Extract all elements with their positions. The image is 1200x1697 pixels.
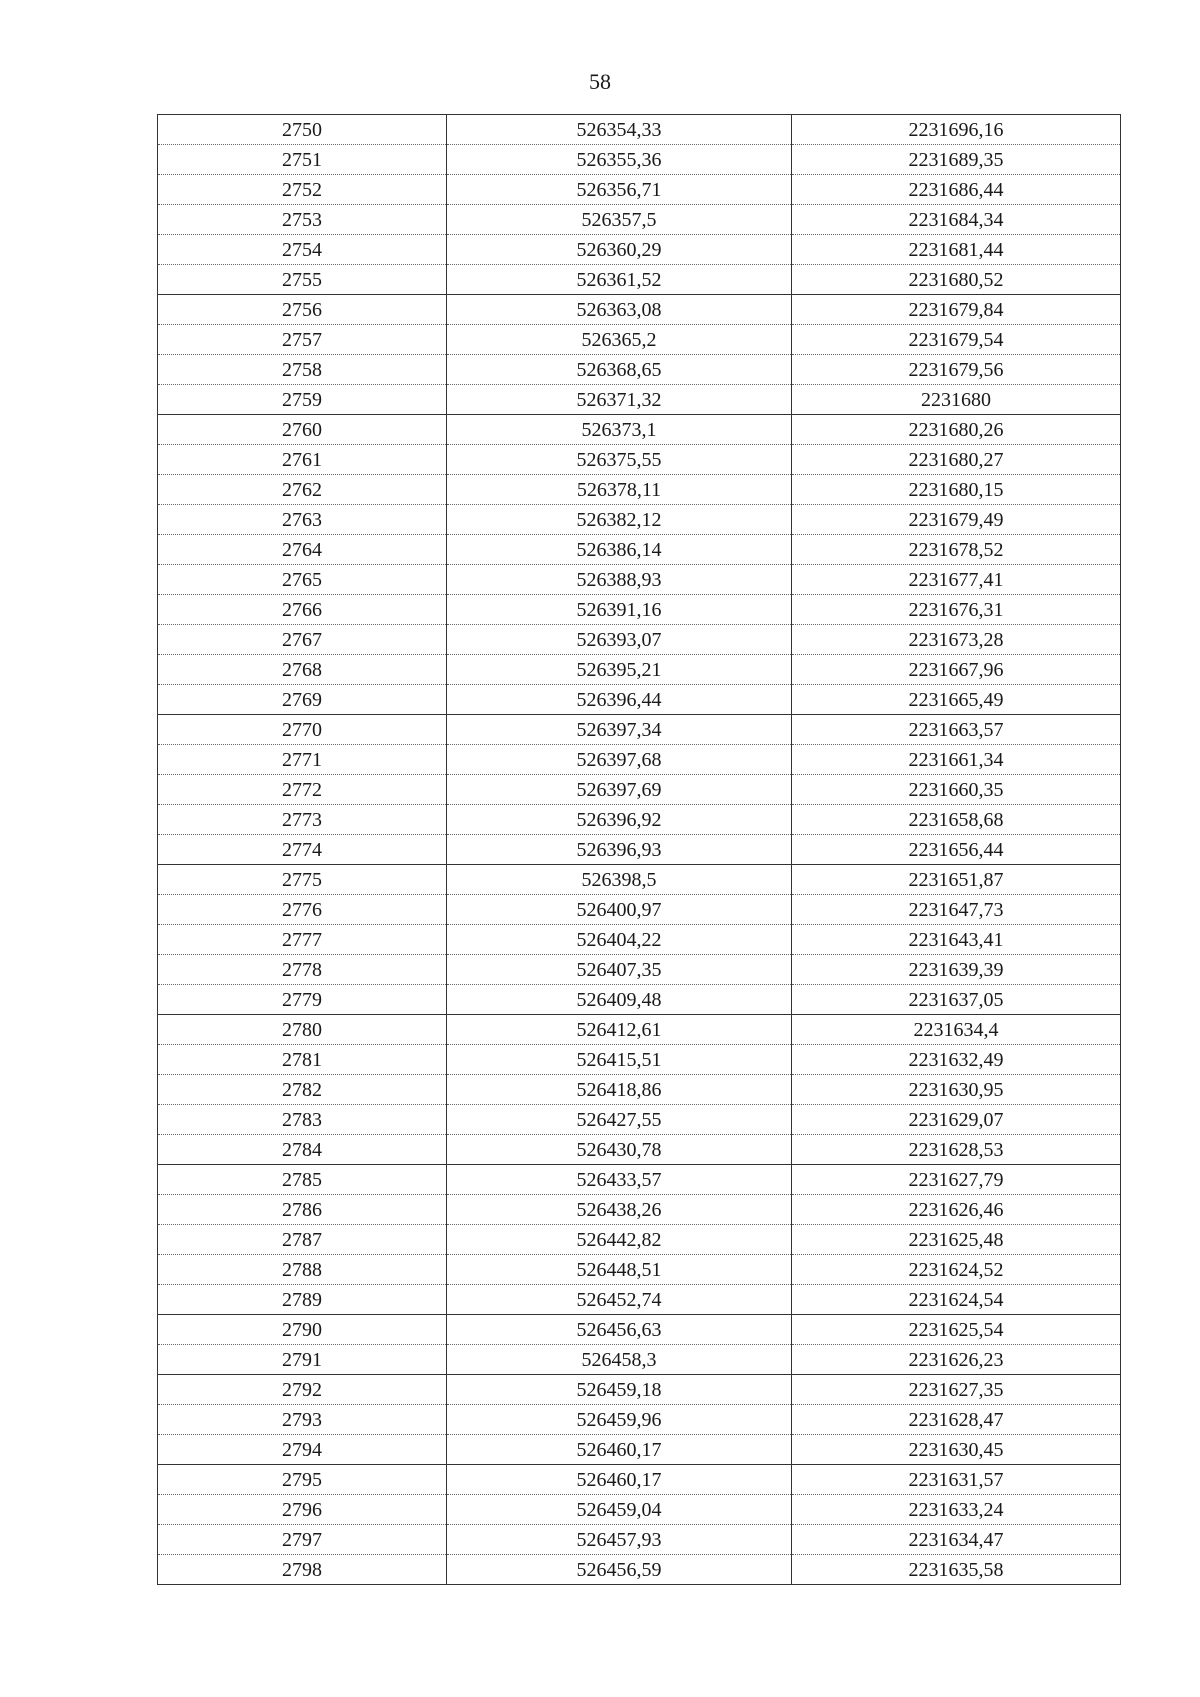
x-coordinate-cell: 526365,2 [447,325,792,355]
table-row [158,1105,1121,1135]
x-coordinate-cell: 526459,96 [447,1405,792,1435]
y-coordinate-cell: 2231665,49 [792,685,1121,715]
y-coordinate-cell: 2231680,15 [792,475,1121,505]
x-coordinate-cell: 526398,5 [447,865,792,895]
y-coordinate-cell: 2231681,44 [792,235,1121,265]
point-number-cell: 2768 [158,655,447,685]
x-coordinate-cell: 526357,5 [447,205,792,235]
x-coordinate-cell: 526375,55 [447,445,792,475]
x-coordinate-cell: 526363,08 [447,295,792,325]
table-row [158,115,1121,145]
x-coordinate-cell: 526396,92 [447,805,792,835]
table-row [158,1195,1121,1225]
y-coordinate-cell: 2231630,45 [792,1435,1121,1465]
point-number-cell: 2779 [158,985,447,1015]
x-coordinate-cell: 526354,33 [447,115,792,145]
point-number-cell: 2791 [158,1345,447,1375]
x-coordinate-cell: 526456,63 [447,1315,792,1345]
x-coordinate-cell: 526460,17 [447,1465,792,1495]
y-coordinate-cell: 2231625,54 [792,1315,1121,1345]
y-coordinate-cell: 2231673,28 [792,625,1121,655]
y-coordinate-cell: 2231656,44 [792,835,1121,865]
x-coordinate-cell: 526386,14 [447,535,792,565]
x-coordinate-cell: 526457,93 [447,1525,792,1555]
y-coordinate-cell: 2231679,49 [792,505,1121,535]
y-coordinate-cell: 2231626,46 [792,1195,1121,1225]
x-coordinate-cell: 526360,29 [447,235,792,265]
y-coordinate-cell: 2231628,53 [792,1135,1121,1165]
table-row [158,1435,1121,1465]
y-coordinate-cell: 2231676,31 [792,595,1121,625]
table-row [158,1405,1121,1435]
y-coordinate-cell: 2231624,52 [792,1255,1121,1285]
x-coordinate-cell: 526430,78 [447,1135,792,1165]
y-coordinate-cell: 2231627,35 [792,1375,1121,1405]
table-row [158,1255,1121,1285]
point-number-cell: 2775 [158,865,447,895]
table-row [158,565,1121,595]
table-row [158,1135,1121,1165]
table-row [158,685,1121,715]
x-coordinate-cell: 526459,18 [447,1375,792,1405]
table-row [158,895,1121,925]
point-number-cell: 2797 [158,1525,447,1555]
x-coordinate-cell: 526397,69 [447,775,792,805]
y-coordinate-cell: 2231628,47 [792,1405,1121,1435]
x-coordinate-cell: 526456,59 [447,1555,792,1585]
y-coordinate-cell: 2231629,07 [792,1105,1121,1135]
point-number-cell: 2778 [158,955,447,985]
point-number-cell: 2756 [158,295,447,325]
table-row [158,745,1121,775]
table-row [158,1375,1121,1405]
point-number-cell: 2796 [158,1495,447,1525]
point-number-cell: 2790 [158,1315,447,1345]
point-number-cell: 2764 [158,535,447,565]
table-row [158,1495,1121,1525]
point-number-cell: 2770 [158,715,447,745]
table-row [158,265,1121,295]
x-coordinate-cell: 526458,3 [447,1345,792,1375]
point-number-cell: 2751 [158,145,447,175]
y-coordinate-cell: 2231626,23 [792,1345,1121,1375]
table-row [158,1555,1121,1585]
y-coordinate-cell: 2231689,35 [792,145,1121,175]
x-coordinate-cell: 526393,07 [447,625,792,655]
point-number-cell: 2788 [158,1255,447,1285]
x-coordinate-cell: 526382,12 [447,505,792,535]
y-coordinate-cell: 2231637,05 [792,985,1121,1015]
point-number-cell: 2789 [158,1285,447,1315]
table-row [158,205,1121,235]
point-number-cell: 2784 [158,1135,447,1165]
table-row [158,925,1121,955]
point-number-cell: 2786 [158,1195,447,1225]
x-coordinate-cell: 526418,86 [447,1075,792,1105]
point-number-cell: 2774 [158,835,447,865]
point-number-cell: 2750 [158,115,447,145]
y-coordinate-cell: 2231625,48 [792,1225,1121,1255]
point-number-cell: 2780 [158,1015,447,1045]
table-row [158,145,1121,175]
table-row [158,595,1121,625]
x-coordinate-cell: 526355,36 [447,145,792,175]
x-coordinate-cell: 526433,57 [447,1165,792,1195]
table-row [158,535,1121,565]
table-row [158,415,1121,445]
x-coordinate-cell: 526400,97 [447,895,792,925]
table-row [158,1225,1121,1255]
table-row [158,505,1121,535]
x-coordinate-cell: 526409,48 [447,985,792,1015]
point-number-cell: 2752 [158,175,447,205]
y-coordinate-cell: 2231631,57 [792,1465,1121,1495]
x-coordinate-cell: 526395,21 [447,655,792,685]
y-coordinate-cell: 2231679,54 [792,325,1121,355]
y-coordinate-cell: 2231647,73 [792,895,1121,925]
x-coordinate-cell: 526448,51 [447,1255,792,1285]
x-coordinate-cell: 526371,32 [447,385,792,415]
x-coordinate-cell: 526397,68 [447,745,792,775]
y-coordinate-cell: 2231661,34 [792,745,1121,775]
y-coordinate-cell: 2231679,56 [792,355,1121,385]
table-row [158,715,1121,745]
y-coordinate-cell: 2231667,96 [792,655,1121,685]
x-coordinate-cell: 526391,16 [447,595,792,625]
point-number-cell: 2766 [158,595,447,625]
x-coordinate-cell: 526415,51 [447,1045,792,1075]
y-coordinate-cell: 2231639,39 [792,955,1121,985]
point-number-cell: 2757 [158,325,447,355]
y-coordinate-cell: 2231678,52 [792,535,1121,565]
x-coordinate-cell: 526378,11 [447,475,792,505]
table-row [158,295,1121,325]
point-number-cell: 2781 [158,1045,447,1075]
table-row [158,1045,1121,1075]
x-coordinate-cell: 526396,44 [447,685,792,715]
x-coordinate-cell: 526397,34 [447,715,792,745]
table-row [158,1015,1121,1045]
y-coordinate-cell: 2231658,68 [792,805,1121,835]
y-coordinate-cell: 2231635,58 [792,1555,1121,1585]
y-coordinate-cell: 2231634,47 [792,1525,1121,1555]
point-number-cell: 2767 [158,625,447,655]
point-number-cell: 2755 [158,265,447,295]
table-row [158,1315,1121,1345]
table-row [158,1165,1121,1195]
table-row [158,625,1121,655]
y-coordinate-cell: 2231680,52 [792,265,1121,295]
table-row [158,1465,1121,1495]
x-coordinate-cell: 526361,52 [447,265,792,295]
point-number-cell: 2795 [158,1465,447,1495]
point-number-cell: 2794 [158,1435,447,1465]
point-number-cell: 2798 [158,1555,447,1585]
y-coordinate-cell: 2231632,49 [792,1045,1121,1075]
point-number-cell: 2760 [158,415,447,445]
y-coordinate-cell: 2231633,24 [792,1495,1121,1525]
y-coordinate-cell: 2231680,26 [792,415,1121,445]
point-number-cell: 2772 [158,775,447,805]
point-number-cell: 2792 [158,1375,447,1405]
table-row [158,1285,1121,1315]
point-number-cell: 2762 [158,475,447,505]
y-coordinate-cell: 2231679,84 [792,295,1121,325]
table-row [158,355,1121,385]
table-row [158,1345,1121,1375]
x-coordinate-cell: 526396,93 [447,835,792,865]
y-coordinate-cell: 2231643,41 [792,925,1121,955]
y-coordinate-cell: 2231680 [792,385,1121,415]
coordinates-table [157,114,1121,1585]
y-coordinate-cell: 2231686,44 [792,175,1121,205]
y-coordinate-cell: 2231663,57 [792,715,1121,745]
point-number-cell: 2761 [158,445,447,475]
y-coordinate-cell: 2231651,87 [792,865,1121,895]
table-row [158,235,1121,265]
x-coordinate-cell: 526460,17 [447,1435,792,1465]
x-coordinate-cell: 526427,55 [447,1105,792,1135]
table-row [158,325,1121,355]
table-row [158,805,1121,835]
x-coordinate-cell: 526407,35 [447,955,792,985]
table-row [158,775,1121,805]
table-row [158,1525,1121,1555]
point-number-cell: 2765 [158,565,447,595]
point-number-cell: 2793 [158,1405,447,1435]
point-number-cell: 2773 [158,805,447,835]
y-coordinate-cell: 2231634,4 [792,1015,1121,1045]
point-number-cell: 2759 [158,385,447,415]
table-row [158,655,1121,685]
x-coordinate-cell: 526356,71 [447,175,792,205]
y-coordinate-cell: 2231677,41 [792,565,1121,595]
point-number-cell: 2754 [158,235,447,265]
x-coordinate-cell: 526373,1 [447,415,792,445]
x-coordinate-cell: 526412,61 [447,1015,792,1045]
table-row [158,835,1121,865]
y-coordinate-cell: 2231680,27 [792,445,1121,475]
coordinates-table-body [158,115,1121,1585]
y-coordinate-cell: 2231684,34 [792,205,1121,235]
table-row [158,865,1121,895]
table-row [158,475,1121,505]
table-row [158,445,1121,475]
y-coordinate-cell: 2231627,79 [792,1165,1121,1195]
x-coordinate-cell: 526388,93 [447,565,792,595]
y-coordinate-cell: 2231660,35 [792,775,1121,805]
point-number-cell: 2787 [158,1225,447,1255]
point-number-cell: 2758 [158,355,447,385]
point-number-cell: 2782 [158,1075,447,1105]
x-coordinate-cell: 526438,26 [447,1195,792,1225]
table-row [158,955,1121,985]
x-coordinate-cell: 526442,82 [447,1225,792,1255]
point-number-cell: 2771 [158,745,447,775]
y-coordinate-cell: 2231630,95 [792,1075,1121,1105]
point-number-cell: 2776 [158,895,447,925]
point-number-cell: 2769 [158,685,447,715]
point-number-cell: 2785 [158,1165,447,1195]
y-coordinate-cell: 2231624,54 [792,1285,1121,1315]
y-coordinate-cell: 2231696,16 [792,115,1121,145]
table-row [158,985,1121,1015]
x-coordinate-cell: 526459,04 [447,1495,792,1525]
x-coordinate-cell: 526452,74 [447,1285,792,1315]
point-number-cell: 2783 [158,1105,447,1135]
x-coordinate-cell: 526404,22 [447,925,792,955]
x-coordinate-cell: 526368,65 [447,355,792,385]
page-number: 58 [589,69,611,94]
point-number-cell: 2753 [158,205,447,235]
point-number-cell: 2763 [158,505,447,535]
point-number-cell: 2777 [158,925,447,955]
table-row [158,385,1121,415]
table-row [158,1075,1121,1105]
table-row [158,175,1121,205]
